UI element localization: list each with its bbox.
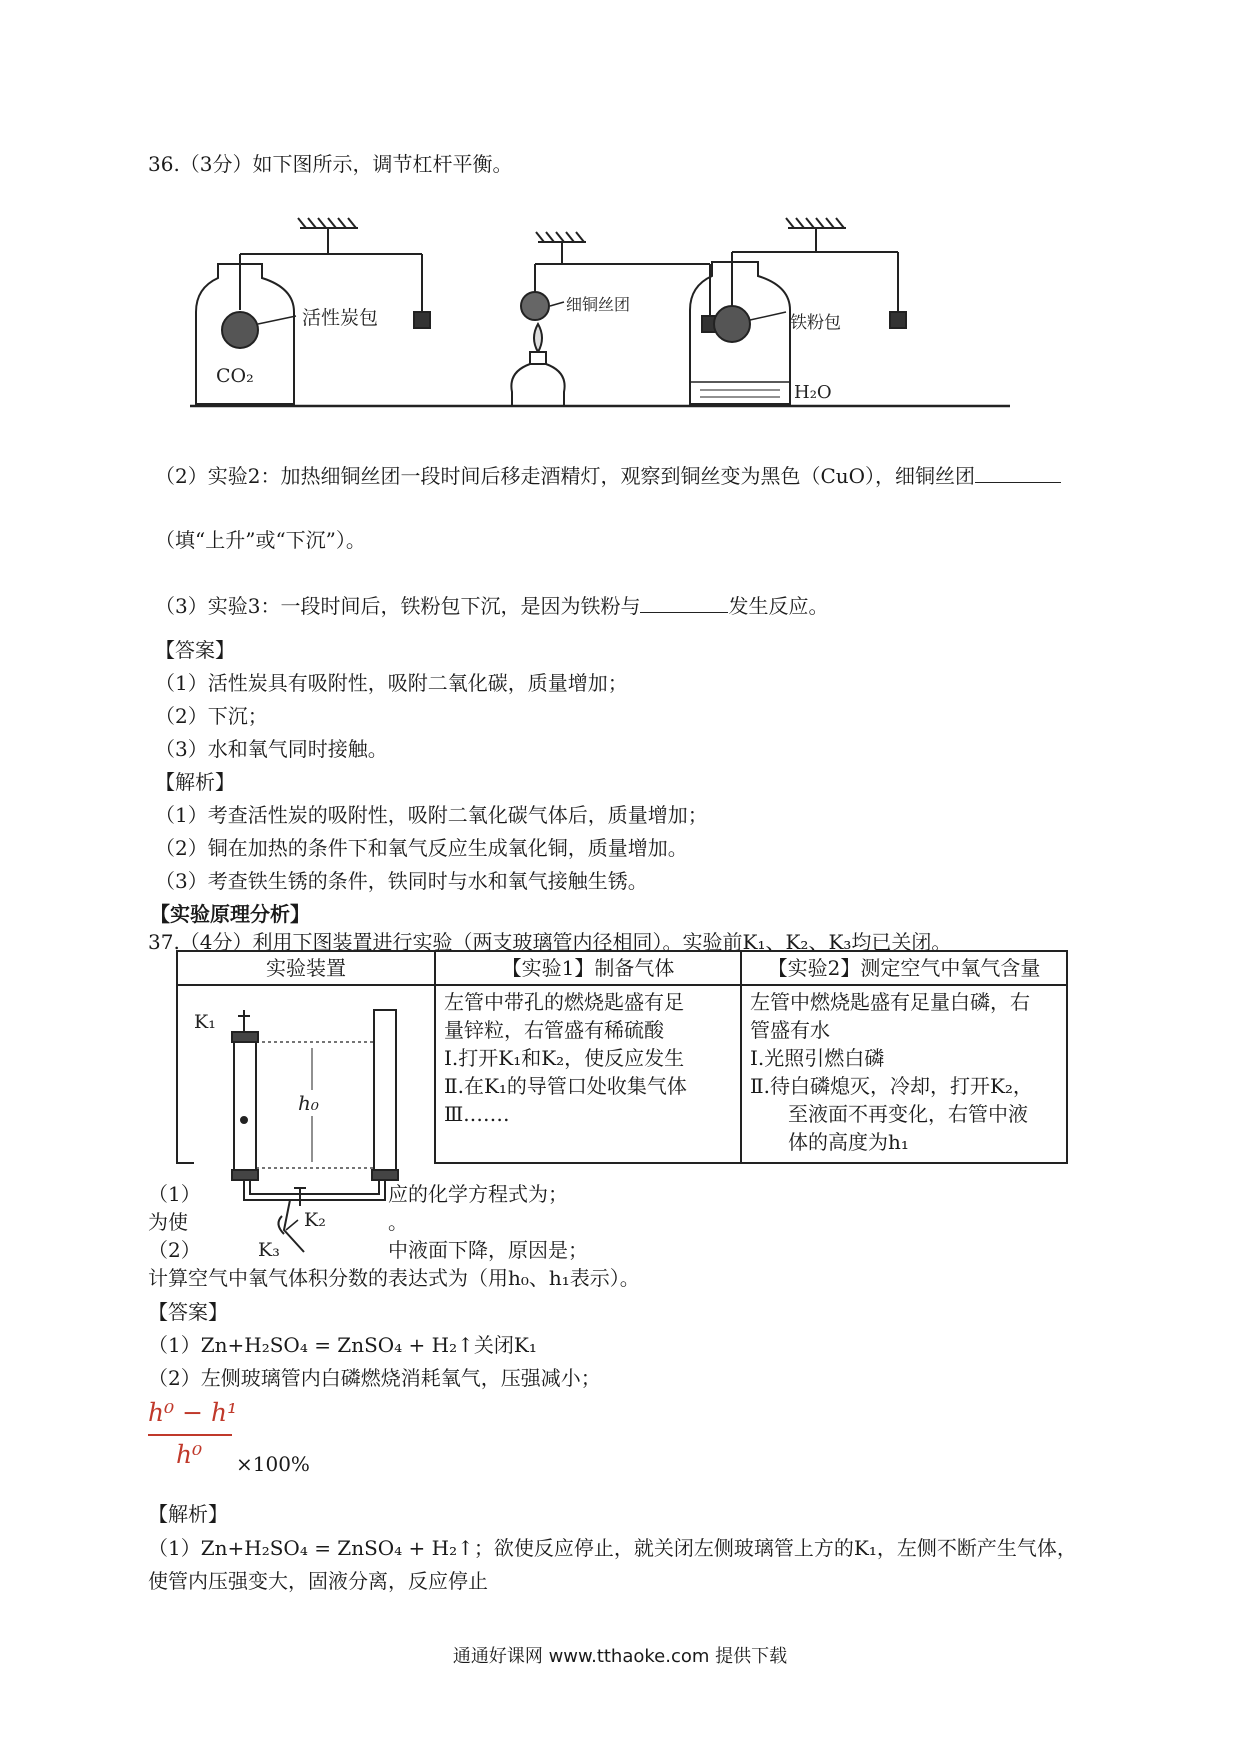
label-k3: K₃ <box>258 1239 280 1261</box>
q36-analysis-3: （3）考查铁生锈的条件，铁同时与水和氧气接触生锈。 <box>155 869 648 893</box>
fraction-bar <box>148 1434 232 1436</box>
exp2-cell: 左管中燃烧匙盛有足量白磷，右 管盛有水 Ⅰ.光照引燃白磷 Ⅱ.待白磷熄灭，冷却，打开K₂， 至液面不再变化，右管中液 体的高度为h₁ <box>741 985 1067 1163</box>
q37-q2-left: 为使 <box>148 1210 188 1234</box>
q36-answer-1: （1）活性炭具有吸附性，吸附二氧化碳，质量增加； <box>155 671 628 695</box>
q36-part2-hint: （填“上升”或“下沉”）。 <box>155 528 366 552</box>
label-copper-ball: 细铜丝团 <box>566 295 631 314</box>
q37-q3-left: （2） <box>148 1238 201 1262</box>
lever-setup-2 <box>511 232 718 406</box>
q36-answer-2: （2）下沉； <box>155 704 268 728</box>
label-carbon-bag: 活性炭包 <box>302 307 379 329</box>
q37-answer-2: （2）左侧玻璃管内白磷燃烧消耗氧气，压强减小； <box>148 1366 601 1390</box>
table-header-apparatus: 实验装置 <box>177 951 435 985</box>
label-iron-bag: 铁粉包 <box>790 313 841 333</box>
q37-answer-heading: 【答案】 <box>148 1300 228 1324</box>
fraction-suffix: ×100% <box>236 1452 310 1476</box>
q36-analysis-2: （2）铜在加热的条件下和氧气反应生成氧化铜，质量增加。 <box>155 836 688 860</box>
label-h2o: H₂O <box>794 382 832 403</box>
exp1-cell: 左管中带孔的燃烧匙盛有足 量锌粒，右管盛有稀硫酸 Ⅰ.打开K₁和K₂，使反应发生 Ⅱ.在K₁的导管口处收集气体 Ⅲ.…… <box>435 985 741 1163</box>
q36-answer-3: （3）水和氧气同时接触。 <box>155 737 388 761</box>
table-header-exp2: 【实验2】测定空气中氧气含量 <box>741 951 1067 985</box>
q36-analysis-1: （1）考查活性炭的吸附性，吸附二氧化碳气体后，质量增加； <box>155 803 708 827</box>
q36-part3-line: （3）实验3：一段时间后，铁粉包下沉，是因为铁粉与 发生反应。 <box>155 594 829 618</box>
q37-analysis-1: （1）Zn+H₂SO₄ = ZnSO₄ + H₂↑；欲使反应停止，就关闭左侧玻璃管上方的K₁，左侧不断产生气体， <box>148 1536 1077 1560</box>
lever-experiment-figure <box>190 212 1020 412</box>
label-co2: CO₂ <box>216 365 254 387</box>
answer-blank <box>640 592 728 613</box>
label-k2: K₂ <box>304 1209 326 1231</box>
q37-q3-right: 中液面下降，原因是； <box>388 1238 588 1262</box>
label-h0: h₀ <box>298 1091 319 1115</box>
q36-analysis-heading: 【解析】 <box>155 770 235 794</box>
q37-analysis-heading: 【解析】 <box>148 1502 228 1526</box>
q36-title: 36.（3分）如下图所示，调节杠杆平衡。 <box>148 152 513 176</box>
answer-blank <box>975 462 1061 483</box>
q37-q1-left: （1） <box>148 1182 201 1206</box>
q37-q2-right: 。 <box>388 1210 408 1234</box>
fraction-numerator: h⁰ − h¹ <box>148 1398 238 1427</box>
lever-setup-3 <box>690 218 906 404</box>
q37-analysis-2: 使管内压强变大，固液分离，反应停止 <box>148 1569 488 1593</box>
table-header-exp1: 【实验1】制备气体 <box>435 951 741 985</box>
q37-q1-right: 应的化学方程式为； <box>388 1182 568 1206</box>
q36-part2-line: （2）实验2：加热细铜丝团一段时间后移走酒精灯，观察到铜丝变为黑色（CuO），细铜丝团 <box>155 462 1061 490</box>
section-heading: 【实验原理分析】 <box>150 902 310 926</box>
q37-q-last: 计算空气中氧气体积分数的表达式为（用h₀、h₁表示）。 <box>148 1266 640 1290</box>
fraction-denominator: h⁰ <box>176 1440 203 1469</box>
q37-answer-1: （1）Zn+H₂SO₄ = ZnSO₄ + H₂↑关闭K₁ <box>148 1333 537 1357</box>
q36-answer-heading: 【答案】 <box>155 638 235 662</box>
q37-title: 37.（4分）利用下图装置进行实验（两支玻璃管内径相同）。实验前K₁、K₂、K₃均已关闭。 <box>148 930 952 954</box>
label-k1: K₁ <box>194 1011 216 1033</box>
footer-text: 通通好课网 www.tthaoke.com 提供下载 <box>452 1646 788 1667</box>
